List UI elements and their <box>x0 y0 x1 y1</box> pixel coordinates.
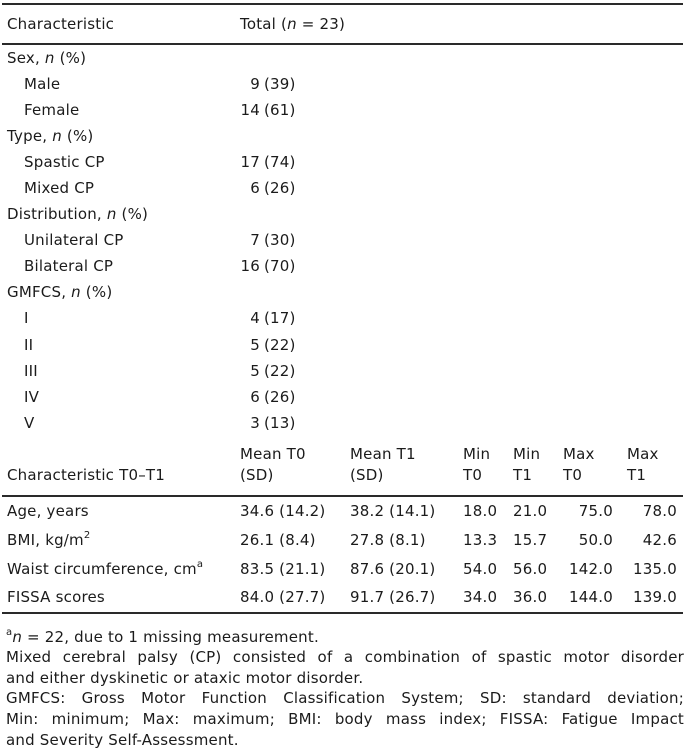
table1-row <box>7 253 700 279</box>
row-value: 15.7 <box>513 530 548 549</box>
row-value: 36.0 <box>513 588 548 607</box>
row-value: 56.0 <box>513 559 548 578</box>
row-percent: (74) <box>264 152 296 171</box>
table1-row <box>7 332 700 358</box>
row-percent: (39) <box>264 74 296 93</box>
row-percent: (70) <box>264 257 296 276</box>
table1-header-characteristic: Characteristic <box>7 14 115 33</box>
row-value: 27.8 (8.1) <box>350 530 426 549</box>
row-value: 26.1 (8.4) <box>240 530 316 549</box>
table1-header-row <box>7 5 700 43</box>
table2-header-max-t0: Max T0 <box>563 444 595 484</box>
row-value: 144.0 <box>569 588 613 607</box>
row-value: 87.6 (20.1) <box>350 559 436 578</box>
table2-header-max-t1: Max T1 <box>627 444 659 484</box>
table1-row <box>7 305 700 331</box>
table2-row <box>7 526 700 555</box>
row-value: 75.0 <box>578 502 613 521</box>
row-percent: (61) <box>264 100 296 119</box>
row-value: 21.0 <box>513 502 548 521</box>
row-label: III <box>24 361 38 380</box>
row-label: Waist circumference, $cm^a$ <box>7 558 204 578</box>
row-label: Distribution, n (%) <box>7 205 149 224</box>
row-label: GMFCS, n (%) <box>7 283 113 302</box>
row-percent: (17) <box>264 309 296 328</box>
row-label: Mixed CP <box>24 179 95 198</box>
row-value: 142.0 <box>569 559 613 578</box>
row-count: 7 <box>250 231 260 250</box>
row-label: Age, years <box>7 502 89 521</box>
table2-header-characteristic: Characteristic T0–T1 <box>7 465 166 484</box>
row-percent: (30) <box>264 231 296 250</box>
row-count: 5 <box>250 361 260 380</box>
table1-row <box>7 45 700 71</box>
table1-row <box>7 279 700 305</box>
row-percent: (26) <box>264 179 296 198</box>
table2-header-min-t1: Min T1 <box>513 444 541 484</box>
table1-header-total: Total (n = 23) <box>240 14 346 33</box>
row-label: Sex, n (%) <box>7 48 87 67</box>
table1-row <box>7 97 700 123</box>
row-label: BMI, $kg/m^2$ <box>7 529 91 549</box>
footnote-line: and Severity Self-Assessment. <box>6 730 239 749</box>
table1-row <box>7 227 700 253</box>
table1-row <box>7 175 700 201</box>
row-label: Female <box>24 100 80 119</box>
row-label: Spastic CP <box>24 152 105 171</box>
table-bottom-rule <box>2 612 683 614</box>
table1-body <box>0 45 700 436</box>
row-label: IV <box>24 387 40 406</box>
footnote-line: Min: minimum; Max: maximum; BMI: body mass index; FISSA: Fatigue Impact <box>6 710 684 729</box>
table1-row <box>7 123 700 149</box>
footnote-line: Mixed cerebral palsy (CP) consisted of a combination of spastic motor disorder <box>6 648 684 667</box>
table1-row <box>7 410 700 436</box>
table2-header-mean-t0: Mean T0 (SD) <box>240 444 306 484</box>
row-value: 34.0 <box>463 588 498 607</box>
row-value: 34.6 (14.2) <box>240 502 326 521</box>
table2-body <box>0 497 700 612</box>
row-value: 78.0 <box>642 502 677 521</box>
row-label: Type, n (%) <box>7 126 94 145</box>
row-count: 5 <box>250 335 260 354</box>
row-count: 3 <box>250 413 260 432</box>
row-count: 9 <box>250 74 260 93</box>
table1-row <box>7 71 700 97</box>
row-value: 83.5 (21.1) <box>240 559 326 578</box>
table2-header-min-t0: Min T0 <box>463 444 491 484</box>
table2-row <box>7 497 700 526</box>
row-value: 18.0 <box>463 502 498 521</box>
table2-row <box>7 583 700 612</box>
row-percent: (26) <box>264 387 296 406</box>
row-percent: (13) <box>264 413 296 432</box>
row-label: V <box>24 413 35 432</box>
footnote-line: and either dyskinetic or ataxic motor disorder. <box>6 668 364 687</box>
table1-row <box>7 358 700 384</box>
table1-row <box>7 384 700 410</box>
table-footnotes <box>6 627 684 751</box>
row-label: II <box>24 335 34 354</box>
row-label: I <box>24 309 29 328</box>
row-percent: (22) <box>264 361 296 380</box>
table1-row <box>7 201 700 227</box>
row-label: Unilateral CP <box>24 231 124 250</box>
row-value: 91.7 (26.7) <box>350 588 436 607</box>
row-value: 54.0 <box>463 559 498 578</box>
row-value: 84.0 (27.7) <box>240 588 326 607</box>
row-label: Male <box>24 74 61 93</box>
table2-header-row <box>7 436 700 495</box>
table2-row <box>7 554 700 583</box>
row-count: 14 <box>240 100 260 119</box>
row-value: 50.0 <box>578 530 613 549</box>
footnote-line: $^a$n = 22, due to 1 missing measurement. <box>6 626 319 646</box>
table2-header-mean-t1: Mean T1 (SD) <box>350 444 416 484</box>
row-value: 42.6 <box>642 530 677 549</box>
footnote-line: GMFCS: Gross Motor Function Classification System; SD: standard deviation; <box>6 689 684 708</box>
table1-row <box>7 149 700 175</box>
row-count: 6 <box>250 387 260 406</box>
row-value: 13.3 <box>463 530 498 549</box>
row-value: 139.0 <box>633 588 677 607</box>
row-count: 16 <box>240 257 260 276</box>
row-percent: (22) <box>264 335 296 354</box>
row-label: FISSA scores <box>7 588 105 607</box>
row-count: 6 <box>250 179 260 198</box>
row-count: 17 <box>240 152 260 171</box>
row-value: 135.0 <box>633 559 677 578</box>
row-label: Bilateral CP <box>24 257 114 276</box>
row-count: 4 <box>250 309 260 328</box>
row-value: 38.2 (14.1) <box>350 502 436 521</box>
